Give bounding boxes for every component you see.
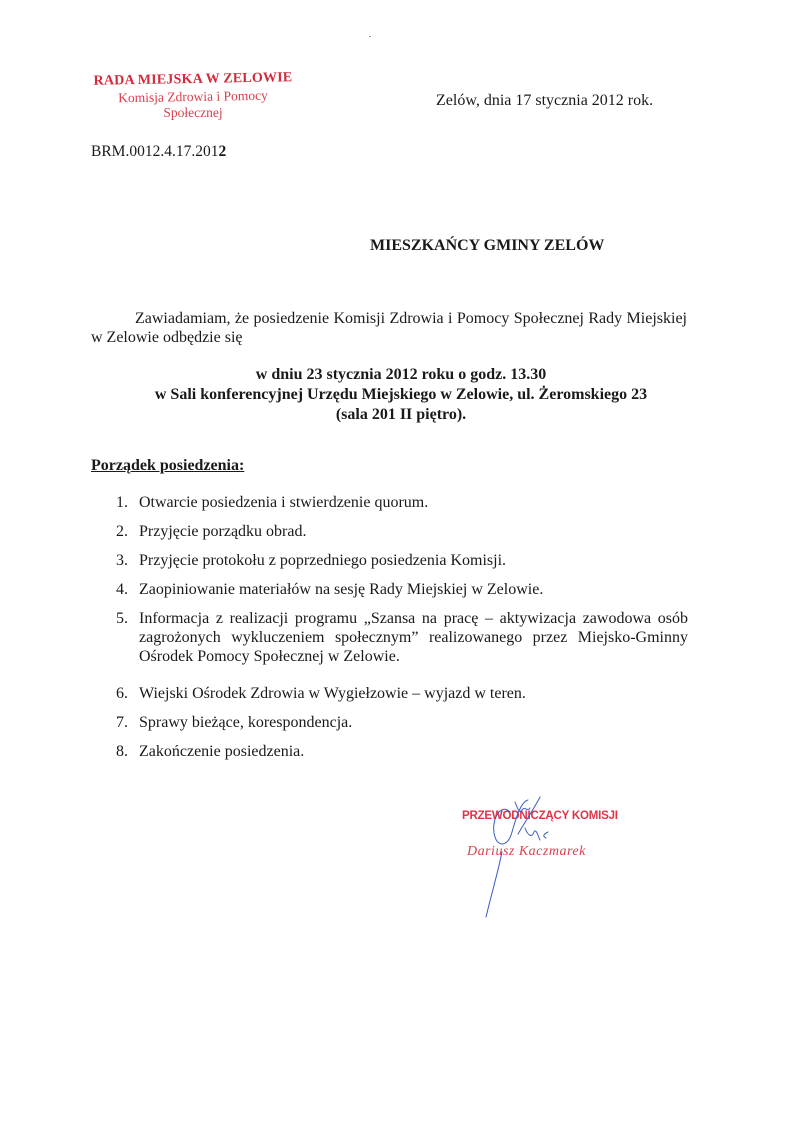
stamp-committee-line2: Społecznej — [163, 105, 223, 120]
agenda-item — [116, 493, 688, 512]
agenda-item-text: Zakończenie posiedzenia. — [139, 743, 305, 760]
agenda-item-text: Zaopiniowanie materiałów na sesję Rady Miejskiej w Zelowie. — [139, 581, 544, 598]
agenda-item-text: Wiejski Ośrodek Zdrowia w Wygiełzowie – wyjazd w teren. — [139, 685, 526, 702]
chairman-name-stamp: Dariusz Kaczmarek — [467, 844, 586, 859]
agenda-item-text: Informacja z realizacji programu „Szansa na pracę – aktywizacja zawodowa osób zagrożonych wykluczeniem społecznym” realizowanego przez Miejsko-Gminny Ośrodek Pomocy Społecznej w Zelowie. — [139, 610, 688, 665]
agenda-item-number: 4. — [116, 581, 128, 598]
meeting-date-time: w dniu 23 stycznia 2012 roku o godz. 13.30 — [255, 366, 547, 383]
intro-paragraph — [91, 309, 687, 347]
agenda-list — [116, 493, 688, 771]
agenda-item — [116, 742, 688, 761]
handwritten-signature-icon — [470, 792, 580, 922]
agenda-item-number: 2. — [116, 523, 128, 540]
agenda-item-number: 6. — [116, 685, 128, 702]
stamp-council-name: RADA MIEJSKA W ZELOWIE — [93, 70, 293, 89]
chairman-title-stamp: PRZEWODNICZĄCY KOMISJI — [462, 810, 618, 822]
agenda-item-number: 3. — [116, 552, 128, 569]
council-stamp — [88, 72, 298, 121]
reference-prefix: BRM.0012.4.17.201 — [91, 143, 219, 160]
agenda-item — [116, 713, 688, 732]
reference-number — [91, 143, 226, 161]
agenda-item — [116, 609, 688, 666]
agenda-item-number: 1. — [116, 494, 128, 511]
meeting-location: w Sali konferencyjnej Urzędu Miejskiego w Zelowie, ul. Żeromskiego 23 — [154, 386, 648, 403]
intro-text: Zawiadamiam, że posiedzenie Komisji Zdrowia i Pomocy Społecznej Rady Miejskiej w Zelowie odbędzie się — [91, 310, 687, 346]
agenda-item-text: Przyjęcie protokołu z poprzedniego posiedzenia Komisji. — [139, 552, 507, 569]
meeting-details — [91, 365, 711, 425]
agenda-item-number: 8. — [116, 743, 128, 760]
agenda-item — [116, 522, 688, 541]
addressee-heading: MIESZKAŃCY GMINY ZELÓW — [370, 237, 605, 254]
agenda-item-number: 5. — [116, 610, 128, 627]
agenda-item — [116, 580, 688, 599]
meeting-room: (sala 201 II piętro). — [335, 406, 467, 423]
date-line: Zelów, dnia 17 stycznia 2012 rok. — [436, 92, 654, 109]
scan-artifact — [369, 36, 371, 37]
agenda-item-text: Przyjęcie porządku obrad. — [139, 523, 307, 540]
agenda-item-text: Sprawy bieżące, korespondencja. — [139, 714, 353, 731]
agenda-item-number: 7. — [116, 714, 128, 731]
agenda-item-text: Otwarcie posiedzenia i stwierdzenie quorum. — [139, 494, 429, 511]
agenda-item — [116, 684, 688, 703]
agenda-title: Porządek posiedzenia: — [91, 457, 245, 474]
reference-last-digit: 2 — [218, 143, 227, 160]
stamp-committee-line1: Komisja Zdrowia i Pomocy — [118, 87, 268, 106]
agenda-item — [116, 551, 688, 570]
